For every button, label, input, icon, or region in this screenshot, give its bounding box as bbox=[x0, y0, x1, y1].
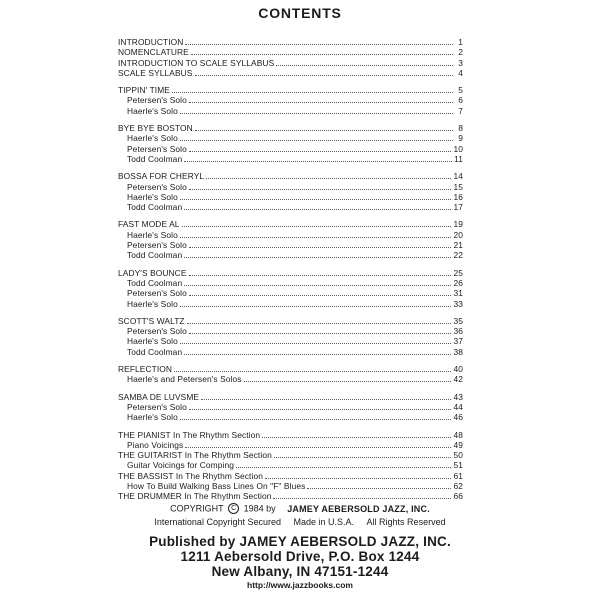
toc-entry bbox=[118, 471, 463, 481]
toc-entry-label: Haerle's and Petersen's Solos bbox=[127, 374, 242, 385]
dot-leader bbox=[180, 306, 452, 307]
dot-leader bbox=[244, 381, 452, 382]
toc-entry bbox=[118, 374, 463, 384]
toc-entry bbox=[118, 68, 463, 78]
toc-entry-label: Haerle's Solo bbox=[127, 229, 178, 240]
copyright-year: 1984 by bbox=[243, 503, 276, 514]
dot-leader bbox=[185, 44, 453, 45]
dot-leader bbox=[189, 102, 453, 103]
toc-entry bbox=[118, 106, 463, 116]
toc-entry bbox=[118, 278, 463, 288]
toc-entry-page: 17 bbox=[453, 202, 463, 213]
publisher-block bbox=[0, 534, 600, 579]
toc-entry-page: 2 bbox=[458, 47, 463, 58]
toc-entry-label: TIPPIN' TIME bbox=[118, 85, 170, 96]
toc-entry bbox=[118, 202, 463, 212]
toc-group bbox=[118, 316, 463, 357]
toc-entry-page: 61 bbox=[453, 470, 463, 481]
toc-entry bbox=[118, 123, 463, 133]
toc-entry-page: 38 bbox=[453, 346, 463, 357]
copyright-rights-line bbox=[0, 517, 600, 527]
toc-entry-label: INTRODUCTION bbox=[118, 37, 184, 47]
toc-entry-page: 3 bbox=[458, 57, 463, 68]
toc-entry-label: FAST MODE AL bbox=[118, 219, 180, 230]
toc-entry-page: 49 bbox=[453, 439, 463, 450]
dot-leader bbox=[189, 275, 452, 276]
dot-leader bbox=[274, 457, 452, 458]
toc-entry-label: Todd Coolman bbox=[127, 153, 183, 164]
toc-entry-label: How To Build Walking Bass Lines On "F" Blues bbox=[127, 480, 306, 491]
dot-leader bbox=[172, 92, 453, 93]
toc-entry-page: 43 bbox=[453, 391, 463, 402]
toc-entry-label: Haerle's Solo bbox=[127, 336, 178, 347]
toc-entry bbox=[118, 250, 463, 260]
toc-entry-page: 7 bbox=[458, 105, 463, 116]
toc-entry-page: 5 bbox=[458, 85, 463, 96]
toc-entry-label: Petersen's Solo bbox=[127, 288, 187, 299]
toc-group bbox=[118, 171, 463, 212]
toc-entry-page: 26 bbox=[453, 277, 463, 288]
toc-entry bbox=[118, 58, 463, 68]
toc-entry-label: Haerle's Solo bbox=[127, 412, 178, 423]
toc-group bbox=[118, 392, 463, 423]
toc-entry-label: INTRODUCTION TO SCALE SYLLABUS bbox=[118, 57, 275, 68]
toc-entry bbox=[118, 336, 463, 346]
toc-entry bbox=[118, 240, 463, 250]
toc-entry-page: 21 bbox=[453, 240, 463, 251]
toc-group bbox=[118, 85, 463, 116]
table-of-contents bbox=[118, 37, 463, 509]
toc-entry-label: THE PIANIST In The Rhythm Section bbox=[118, 429, 261, 440]
dot-leader bbox=[189, 333, 452, 334]
toc-entry-label: Haerle's Solo bbox=[127, 105, 178, 116]
copyright-block bbox=[0, 503, 600, 527]
toc-entry-label: NOMENCLATURE bbox=[118, 47, 189, 58]
toc-entry bbox=[118, 288, 463, 298]
dot-leader bbox=[189, 151, 452, 152]
toc-entry bbox=[118, 95, 463, 105]
toc-entry-page: 6 bbox=[458, 95, 463, 106]
dot-leader bbox=[276, 65, 453, 66]
toc-entry-label: Haerle's Solo bbox=[127, 133, 178, 144]
toc-entry-label: Guitar Voicings for Comping bbox=[127, 460, 234, 471]
publisher-address-line2: New Albany, IN 47151-1244 bbox=[211, 564, 389, 579]
toc-entry-page: 9 bbox=[458, 133, 463, 144]
toc-entry-label: Petersen's Solo bbox=[127, 401, 187, 412]
copyright-publisher: JAMEY AEBERSOLD JAZZ, INC. bbox=[287, 503, 430, 514]
toc-entry-page: 37 bbox=[453, 336, 463, 347]
toc-entry-label: SCALE SYLLABUS bbox=[118, 67, 193, 78]
toc-entry-page: 50 bbox=[453, 450, 463, 461]
toc-entry-page: 51 bbox=[453, 460, 463, 471]
toc-entry-page: 40 bbox=[453, 364, 463, 375]
dot-leader bbox=[180, 113, 453, 114]
toc-entry-label: Todd Coolman bbox=[127, 250, 183, 261]
toc-entry-label: BYE BYE BOSTON bbox=[118, 123, 193, 134]
toc-entry bbox=[118, 182, 463, 192]
toc-entry-label: Petersen's Solo bbox=[127, 143, 187, 154]
publisher-address-line1: 1211 Aebersold Drive, P.O. Box 1244 bbox=[180, 549, 420, 564]
toc-entry-page: 20 bbox=[453, 229, 463, 240]
dot-leader bbox=[195, 130, 453, 131]
toc-group bbox=[118, 268, 463, 309]
toc-entry bbox=[118, 144, 463, 154]
toc-entry bbox=[118, 440, 463, 450]
toc-entry-page: 25 bbox=[453, 267, 463, 278]
toc-entry bbox=[118, 481, 463, 491]
dot-leader bbox=[262, 437, 451, 438]
toc-entry-label: Petersen's Solo bbox=[127, 326, 187, 337]
toc-entry-page: 22 bbox=[453, 250, 463, 261]
toc-entry-label: Todd Coolman bbox=[127, 346, 183, 357]
dot-leader bbox=[189, 409, 452, 410]
toc-entry-page: 8 bbox=[458, 123, 463, 134]
toc-entry-label: SCOTT'S WALTZ bbox=[118, 315, 185, 326]
toc-entry-page: 44 bbox=[453, 401, 463, 412]
toc-entry-label: THE GUITARIST In The Rhythm Section bbox=[118, 450, 272, 461]
toc-entry-page: 19 bbox=[453, 219, 463, 230]
toc-entry-page: 1 bbox=[458, 37, 463, 47]
toc-group bbox=[118, 37, 463, 78]
toc-entry bbox=[118, 171, 463, 181]
toc-group bbox=[118, 219, 463, 260]
toc-entry-label: THE BASSIST In The Rhythm Section bbox=[118, 470, 263, 481]
toc-entry-page: 62 bbox=[453, 480, 463, 491]
toc-entry bbox=[118, 491, 463, 501]
toc-entry-page: 10 bbox=[453, 143, 463, 154]
dot-leader bbox=[184, 161, 452, 162]
toc-entry-label: Haerle's Solo bbox=[127, 191, 178, 202]
toc-entry-page: 31 bbox=[453, 288, 463, 299]
toc-entry bbox=[118, 47, 463, 57]
toc-entry-page: 46 bbox=[453, 412, 463, 423]
dot-leader bbox=[180, 343, 452, 344]
dot-leader bbox=[184, 209, 451, 210]
toc-entry bbox=[118, 299, 463, 309]
dot-leader bbox=[180, 237, 452, 238]
toc-entry bbox=[118, 154, 463, 164]
toc-entry bbox=[118, 230, 463, 240]
copyright-line bbox=[0, 503, 600, 514]
toc-entry bbox=[118, 326, 463, 336]
dot-leader bbox=[236, 467, 452, 468]
copyright-word: COPYRIGHT bbox=[170, 503, 224, 514]
dot-leader bbox=[174, 371, 451, 372]
copyright-secured: International Copyright Secured bbox=[154, 517, 281, 528]
toc-entry-page: 16 bbox=[453, 191, 463, 202]
dot-leader bbox=[184, 285, 451, 286]
toc-entry-page: 4 bbox=[458, 67, 463, 78]
toc-entry-label: Piano Voicings bbox=[127, 439, 184, 450]
dot-leader bbox=[191, 54, 453, 55]
toc-entry bbox=[118, 392, 463, 402]
website-url: http://www.jazzbooks.com bbox=[247, 580, 353, 590]
toc-entry bbox=[118, 192, 463, 202]
toc-entry-page: 66 bbox=[453, 491, 463, 502]
toc-entry-page: 48 bbox=[453, 429, 463, 440]
toc-entry bbox=[118, 402, 463, 412]
toc-entry-label: Petersen's Solo bbox=[127, 95, 187, 106]
toc-entry-page: 36 bbox=[453, 326, 463, 337]
dot-leader bbox=[189, 189, 452, 190]
toc-entry-label: LADY'S BOUNCE bbox=[118, 267, 187, 278]
toc-entry-page: 35 bbox=[453, 315, 463, 326]
dot-leader bbox=[273, 498, 451, 499]
dot-leader bbox=[265, 478, 452, 479]
toc-entry-label: Haerle's Solo bbox=[127, 298, 178, 309]
copyright-rights: All Rights Reserved bbox=[366, 517, 446, 528]
toc-entry bbox=[118, 430, 463, 440]
toc-group bbox=[118, 364, 463, 385]
dot-leader bbox=[189, 295, 452, 296]
toc-entry bbox=[118, 37, 463, 47]
dot-leader bbox=[195, 75, 454, 76]
toc-group bbox=[118, 123, 463, 164]
toc-entry bbox=[118, 412, 463, 422]
dot-leader bbox=[185, 447, 451, 448]
toc-entry bbox=[118, 268, 463, 278]
toc-entry bbox=[118, 460, 463, 470]
published-by-line: Published by JAMEY AEBERSOLD JAZZ, INC. bbox=[149, 534, 451, 549]
copyright-symbol-icon: C bbox=[228, 503, 239, 514]
dot-leader bbox=[182, 226, 452, 227]
page-title: CONTENTS bbox=[258, 5, 342, 21]
toc-entry-page: 15 bbox=[453, 181, 463, 192]
toc-entry bbox=[118, 347, 463, 357]
dot-leader bbox=[180, 140, 453, 141]
dot-leader bbox=[184, 354, 451, 355]
dot-leader bbox=[189, 247, 452, 248]
toc-entry-label: Petersen's Solo bbox=[127, 181, 187, 192]
toc-entry bbox=[118, 316, 463, 326]
toc-entry-page: 33 bbox=[453, 298, 463, 309]
dot-leader bbox=[206, 178, 451, 179]
toc-entry-label: BOSSA FOR CHERYL bbox=[118, 171, 205, 182]
toc-group bbox=[118, 430, 463, 502]
toc-entry bbox=[118, 364, 463, 374]
toc-entry-page: 42 bbox=[453, 374, 463, 385]
dot-leader bbox=[187, 323, 452, 324]
toc-entry-label: REFLECTION bbox=[118, 364, 173, 375]
dot-leader bbox=[180, 419, 452, 420]
dot-leader bbox=[307, 488, 451, 489]
toc-entry-page: 14 bbox=[453, 171, 463, 182]
toc-entry-label: Petersen's Solo bbox=[127, 240, 187, 251]
toc-entry bbox=[118, 450, 463, 460]
toc-entry-label: THE DRUMMER In The Rhythm Section bbox=[118, 491, 272, 502]
toc-entry-label: SAMBA DE LUVSME bbox=[118, 391, 200, 402]
copyright-made-in: Made in U.S.A. bbox=[293, 517, 355, 528]
toc-entry bbox=[118, 133, 463, 143]
dot-leader bbox=[201, 399, 451, 400]
toc-entry bbox=[118, 219, 463, 229]
toc-entry-label: Todd Coolman bbox=[127, 277, 183, 288]
toc-entry-page: 11 bbox=[454, 153, 463, 164]
toc-entry bbox=[118, 85, 463, 95]
dot-leader bbox=[184, 257, 451, 258]
dot-leader bbox=[180, 199, 452, 200]
toc-entry-label: Todd Coolman bbox=[127, 202, 183, 213]
